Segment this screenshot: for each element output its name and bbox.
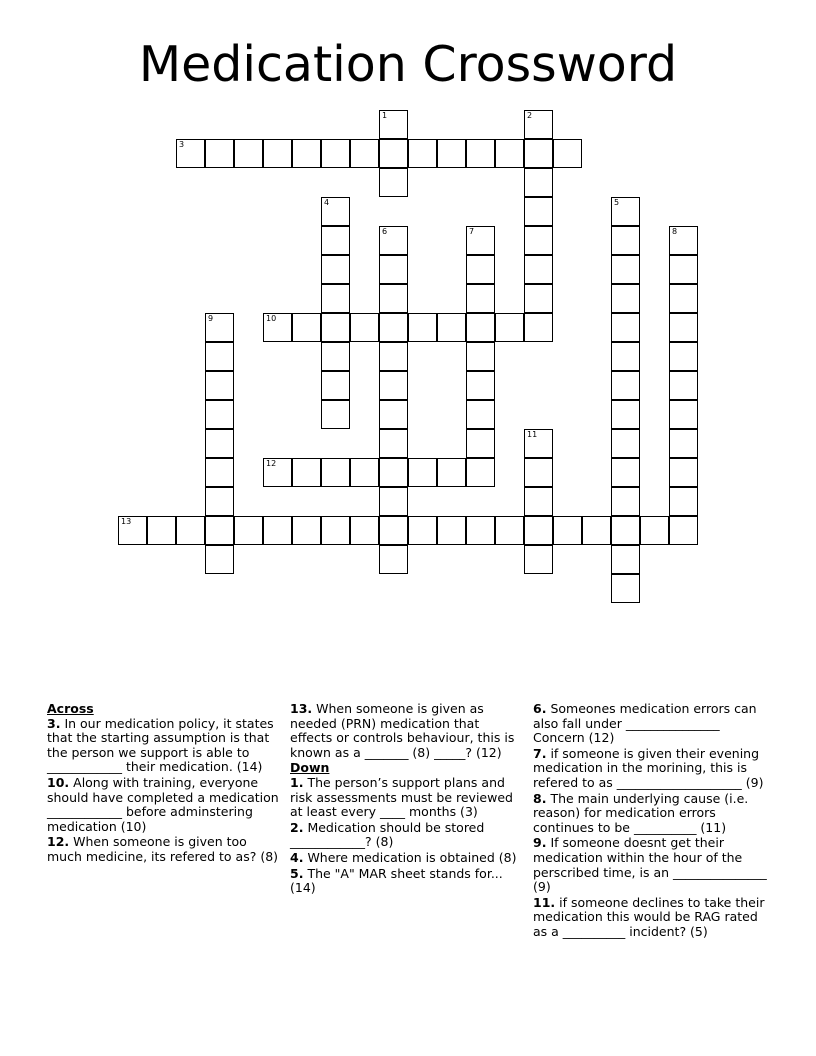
grid-cell[interactable] <box>321 197 350 226</box>
grid-cell[interactable] <box>379 429 408 458</box>
grid-cell[interactable] <box>379 110 408 139</box>
page-title: Medication Crossword <box>138 36 678 93</box>
grid-cell[interactable] <box>524 168 553 197</box>
clues-column-2 <box>290 702 520 897</box>
cell-number: 9 <box>208 314 214 323</box>
grid-cell[interactable] <box>408 139 437 168</box>
grid-cell[interactable] <box>350 139 379 168</box>
grid-cell[interactable] <box>669 429 698 458</box>
grid-cell[interactable] <box>495 139 524 168</box>
clue-number: 3. <box>47 715 61 731</box>
clue-text: Where medication is obtained (8) <box>307 849 517 865</box>
grid-cell[interactable] <box>350 458 379 487</box>
grid-cell[interactable] <box>379 226 408 255</box>
clue-down-5 <box>290 867 520 896</box>
grid-cell[interactable] <box>205 458 234 487</box>
grid-cell[interactable] <box>611 516 640 545</box>
grid-cell[interactable] <box>466 342 495 371</box>
grid-cell[interactable] <box>205 487 234 516</box>
grid-cell[interactable] <box>611 226 640 255</box>
clue-down-7 <box>533 747 769 791</box>
grid-cell[interactable] <box>669 284 698 313</box>
clue-number: 8. <box>533 790 547 806</box>
grid-cell[interactable] <box>379 516 408 545</box>
cell-number: 5 <box>614 198 620 207</box>
grid-cell[interactable] <box>321 400 350 429</box>
grid-cell[interactable] <box>466 226 495 255</box>
grid-cell[interactable] <box>611 313 640 342</box>
grid-cell[interactable] <box>118 516 147 545</box>
grid-cell[interactable] <box>350 313 379 342</box>
grid-cell[interactable] <box>611 342 640 371</box>
grid-cell[interactable] <box>379 371 408 400</box>
down-heading: Down <box>290 760 330 776</box>
clue-text: When someone is given as needed (PRN) medication that effects or controls behaviour, this is known as a _______ (8) _____? (12) <box>290 701 515 760</box>
grid-cell[interactable] <box>611 197 640 226</box>
clue-text: Along with training, everyone should have completed a medication ____________ before adminstering medication (10) <box>47 774 279 834</box>
clue-text: if someone is given their evening medication in the morining, this is refered to as ____________________ (9) <box>533 745 764 790</box>
grid-cell[interactable] <box>466 429 495 458</box>
grid-cell[interactable] <box>669 400 698 429</box>
clue-text: The main underlying cause (i.e. reason) for medication errors continues to be __________ (11) <box>533 790 749 835</box>
grid-cell[interactable] <box>524 197 553 226</box>
clue-down-9 <box>533 836 769 894</box>
grid-cell[interactable] <box>466 371 495 400</box>
grid-cell[interactable] <box>379 255 408 284</box>
grid-cell[interactable] <box>524 487 553 516</box>
grid-cell[interactable] <box>466 284 495 313</box>
grid-cell[interactable] <box>524 429 553 458</box>
grid-cell[interactable] <box>205 371 234 400</box>
grid-cell[interactable] <box>669 255 698 284</box>
grid-cell[interactable] <box>669 313 698 342</box>
grid-cell[interactable] <box>669 487 698 516</box>
clue-number: 1. <box>290 774 304 790</box>
grid-cell[interactable] <box>466 139 495 168</box>
grid-cell[interactable] <box>379 284 408 313</box>
cell-number: 12 <box>266 459 277 468</box>
clue-across-10 <box>47 776 283 834</box>
grid-cell[interactable] <box>292 139 321 168</box>
clue-text: Someones medication errors can also fall under _______________ Concern (12) <box>533 701 757 746</box>
cell-number: 2 <box>527 111 533 120</box>
grid-cell[interactable] <box>234 139 263 168</box>
grid-cell[interactable] <box>524 255 553 284</box>
grid-cell[interactable] <box>234 516 263 545</box>
grid-cell[interactable] <box>292 516 321 545</box>
grid-cell[interactable] <box>669 342 698 371</box>
grid-cell[interactable] <box>321 516 350 545</box>
grid-cell[interactable] <box>379 487 408 516</box>
grid-cell[interactable] <box>321 458 350 487</box>
clues-column-1 <box>47 702 283 866</box>
grid-cell[interactable] <box>582 516 611 545</box>
grid-cell[interactable] <box>669 458 698 487</box>
grid-cell[interactable] <box>321 342 350 371</box>
cell-number: 6 <box>382 227 388 236</box>
clue-number: 13. <box>290 701 313 716</box>
grid-cell[interactable] <box>205 516 234 545</box>
clue-text: In our medication policy, it states that the starting assumption is that the person we support is able to ____________ their medication. (14) <box>47 715 274 775</box>
clue-number: 2. <box>290 819 304 835</box>
grid-cell[interactable] <box>205 400 234 429</box>
grid-cell[interactable] <box>263 458 292 487</box>
clue-number: 11. <box>533 894 556 910</box>
grid-cell[interactable] <box>205 313 234 342</box>
clue-number: 6. <box>533 701 547 716</box>
grid-cell[interactable] <box>437 139 466 168</box>
grid-cell[interactable] <box>466 255 495 284</box>
grid-cell[interactable] <box>379 342 408 371</box>
grid-cell[interactable] <box>205 429 234 458</box>
grid-cell[interactable] <box>524 458 553 487</box>
grid-cell[interactable] <box>466 458 495 487</box>
grid-cell[interactable] <box>611 255 640 284</box>
grid-cell[interactable] <box>379 458 408 487</box>
grid-cell[interactable] <box>321 255 350 284</box>
grid-cell[interactable] <box>611 487 640 516</box>
clue-down-11 <box>533 896 769 940</box>
grid-cell[interactable] <box>350 516 379 545</box>
grid-cell[interactable] <box>263 313 292 342</box>
cell-number: 8 <box>672 227 678 236</box>
cell-number: 13 <box>121 517 132 526</box>
grid-cell[interactable] <box>611 371 640 400</box>
grid-cell[interactable] <box>321 284 350 313</box>
grid-cell[interactable] <box>466 313 495 342</box>
grid-cell[interactable] <box>495 313 524 342</box>
grid-cell[interactable] <box>524 139 553 168</box>
grid-cell[interactable] <box>408 458 437 487</box>
grid-cell[interactable] <box>379 139 408 168</box>
grid-cell[interactable] <box>292 313 321 342</box>
clue-number: 4. <box>290 849 304 865</box>
grid-cell[interactable] <box>611 429 640 458</box>
grid-cell[interactable] <box>379 400 408 429</box>
grid-cell[interactable] <box>408 313 437 342</box>
grid-cell[interactable] <box>437 516 466 545</box>
clue-down-4 <box>290 851 520 866</box>
grid-cell[interactable] <box>205 139 234 168</box>
clue-number: 9. <box>533 835 547 851</box>
grid-cell[interactable] <box>263 516 292 545</box>
grid-cell[interactable] <box>611 458 640 487</box>
clue-number: 5. <box>290 865 304 881</box>
grid-cell[interactable] <box>408 516 437 545</box>
cell-number: 7 <box>469 227 475 236</box>
cell-number: 3 <box>179 140 185 149</box>
clue-down-2 <box>290 821 520 850</box>
grid-cell[interactable] <box>611 284 640 313</box>
grid-cell[interactable] <box>524 545 553 574</box>
grid-cell[interactable] <box>147 516 176 545</box>
clue-number: 10. <box>47 774 70 790</box>
grid-cell[interactable] <box>553 139 582 168</box>
grid-cell[interactable] <box>524 226 553 255</box>
cell-number: 10 <box>266 314 277 323</box>
clue-across-13 <box>290 702 520 760</box>
grid-cell[interactable] <box>321 226 350 255</box>
cell-number: 4 <box>324 198 330 207</box>
grid-cell[interactable] <box>524 516 553 545</box>
grid-cell[interactable] <box>321 371 350 400</box>
clue-across-3 <box>47 717 283 775</box>
grid-cell[interactable] <box>524 110 553 139</box>
clue-number: 12. <box>47 834 70 850</box>
clue-down-8 <box>533 792 769 836</box>
grid-cell[interactable] <box>205 545 234 574</box>
grid-cell[interactable] <box>669 371 698 400</box>
clue-number: 7. <box>533 745 547 761</box>
grid-cell[interactable] <box>379 545 408 574</box>
grid-cell[interactable] <box>611 400 640 429</box>
clue-text: The person’s support plans and risk assessments must be reviewed at least every ____ months (3) <box>290 774 513 820</box>
cell-number: 1 <box>382 111 388 120</box>
grid-cell[interactable] <box>176 516 205 545</box>
clue-across-12 <box>47 835 283 864</box>
grid-cell[interactable] <box>379 168 408 197</box>
grid-cell[interactable] <box>466 516 495 545</box>
grid-cell[interactable] <box>379 313 408 342</box>
grid-cell[interactable] <box>176 139 205 168</box>
grid-cell[interactable] <box>524 284 553 313</box>
grid-cell[interactable] <box>292 458 321 487</box>
grid-cell[interactable] <box>437 458 466 487</box>
grid-cell[interactable] <box>640 516 669 545</box>
cell-number: 11 <box>527 430 538 439</box>
grid-cell[interactable] <box>437 313 466 342</box>
grid-cell[interactable] <box>205 342 234 371</box>
clue-down-6 <box>533 702 769 746</box>
clue-down-1 <box>290 776 520 820</box>
clue-text: The "A" MAR sheet stands for...(14) <box>290 865 503 896</box>
clue-text: If someone doesnt get their medication within the hour of the perscribed time, is an _______________ (9) <box>533 835 767 895</box>
clue-text: Medication should be stored ____________? (8) <box>290 819 485 850</box>
grid-cell[interactable] <box>669 226 698 255</box>
grid-cell[interactable] <box>611 574 640 603</box>
clues-column-3 <box>533 702 769 941</box>
grid-cell[interactable] <box>263 139 292 168</box>
clue-text: if someone declines to take their medication this would be RAG rated as a __________ incident? (5) <box>533 894 765 939</box>
clue-text: When someone is given too much medicine, its refered to as? (8) <box>47 834 279 864</box>
across-heading: Across <box>47 701 94 716</box>
grid-cell[interactable] <box>524 313 553 342</box>
grid-cell[interactable] <box>611 545 640 574</box>
grid-cell[interactable] <box>321 313 350 342</box>
grid-cell[interactable] <box>495 516 524 545</box>
grid-cell[interactable] <box>466 400 495 429</box>
grid-cell[interactable] <box>553 516 582 545</box>
grid-cell[interactable] <box>321 139 350 168</box>
grid-cell[interactable] <box>669 516 698 545</box>
